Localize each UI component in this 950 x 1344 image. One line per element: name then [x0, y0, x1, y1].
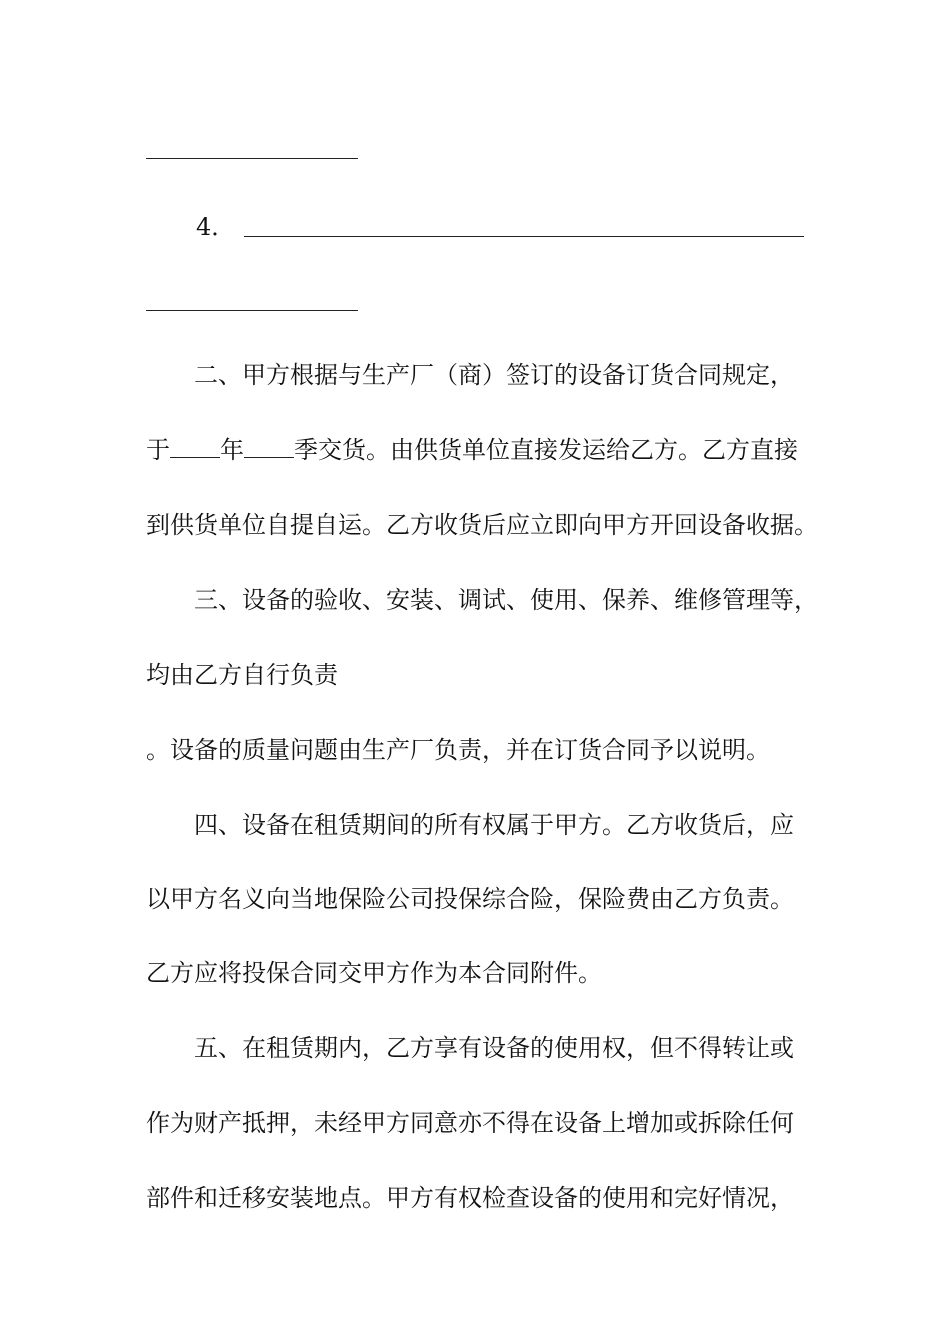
paragraph-4-line-3: 乙方应将投保合同交甲方作为本合同附件。	[146, 959, 602, 987]
blank-line	[146, 310, 358, 311]
paragraph-4-line-1: 四、设备在租赁期间的所有权属于甲方。乙方收货后，应	[194, 811, 794, 839]
paragraph-2-line-2	[146, 435, 798, 465]
paragraph-3-line-2: 均由乙方自行负责	[146, 661, 338, 689]
season-blank	[244, 435, 294, 458]
year-blank	[170, 435, 220, 458]
paragraph-3-line-3: 。设备的质量问题由生产厂负责，并在订货合同予以说明。	[146, 736, 770, 764]
paragraph-2-line-1: 二、甲方根据与生产厂（商）签订的设备订货合同规定，	[194, 361, 794, 389]
text-segment: 季交货。由供货单位直接发运给乙方。乙方直接	[294, 436, 798, 464]
paragraph-5-line-3: 部件和迁移安装地点。甲方有权检查设备的使用和完好情况，	[146, 1184, 794, 1212]
item-number: 4．	[196, 213, 236, 241]
paragraph-3-line-1: 三、设备的验收、安装、调试、使用、保养、维修管理等，	[194, 586, 818, 614]
blank-line	[244, 236, 804, 237]
paragraph-2-line-3: 到供货单位自提自运。乙方收货后应立即向甲方开回设备收据。	[146, 511, 818, 539]
paragraph-4-line-2: 以甲方名义向当地保险公司投保综合险，保险费由乙方负责。	[146, 885, 794, 913]
text-segment: 年	[220, 436, 244, 464]
blank-line	[146, 158, 358, 159]
paragraph-5-line-1: 五、在租赁期内，乙方享有设备的使用权，但不得转让或	[194, 1034, 794, 1062]
text-segment: 于	[146, 436, 170, 464]
paragraph-5-line-2: 作为财产抵押，未经甲方同意亦不得在设备上增加或拆除任何	[146, 1109, 794, 1137]
